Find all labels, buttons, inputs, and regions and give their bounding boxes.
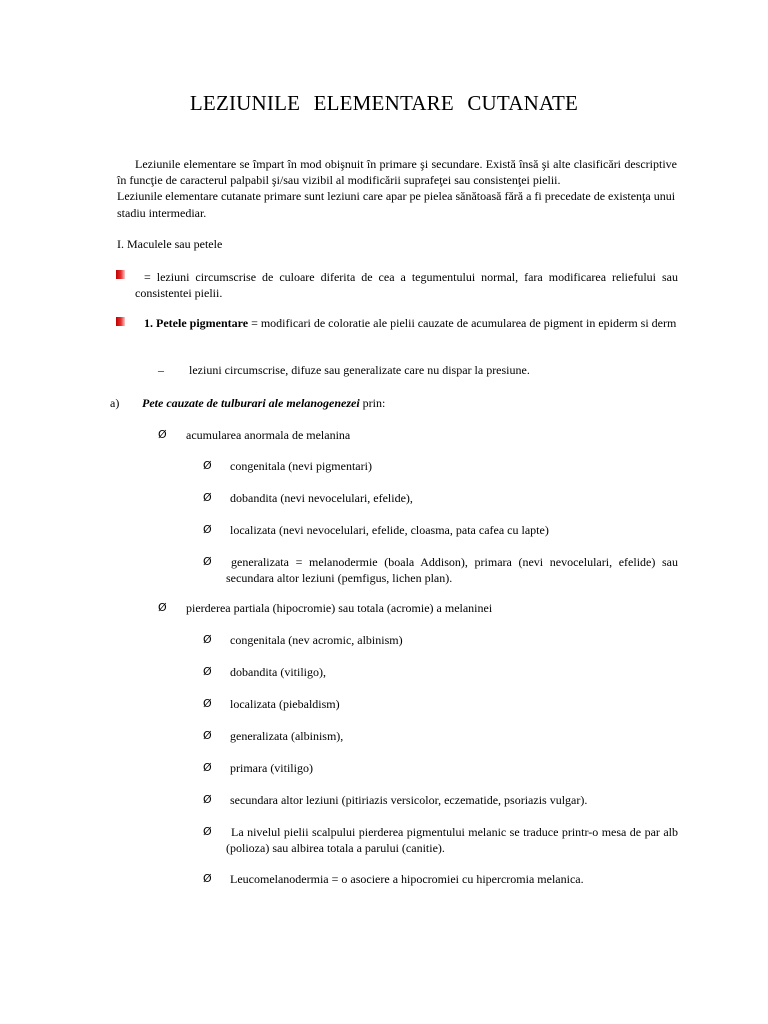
arrow-bullet-icon: Ø bbox=[203, 523, 212, 536]
item-a-suffix: prin: bbox=[359, 396, 386, 410]
arrow-bullet-icon: Ø bbox=[203, 697, 212, 710]
list-item: primara (vitiligo) bbox=[230, 761, 313, 775]
intro-paragraph-2-line-2: stadiu intermediar. bbox=[117, 206, 207, 220]
dash-text: leziuni circumscrise, difuze sau generalizate care nu dispar la presiune. bbox=[189, 363, 530, 377]
arrow-bullet-icon: Ø bbox=[203, 793, 212, 806]
list-item: Leucomelanodermia = o asociere a hipocromiei cu hipercromia melanica. bbox=[230, 872, 584, 886]
item-a-text bbox=[142, 395, 385, 411]
group2-heading: pierderea partiala (hipocromie) sau totala (acromie) a melaninei bbox=[186, 601, 493, 615]
arrow-bullet-icon: Ø bbox=[203, 761, 212, 774]
red-square-bullet-icon bbox=[116, 317, 125, 326]
bullet-pigment-spots bbox=[135, 315, 678, 331]
list-item: congenitala (nevi pigmentari) bbox=[230, 459, 372, 473]
list-item: localizata (piebaldism) bbox=[230, 697, 340, 711]
arrow-bullet-icon: Ø bbox=[203, 825, 212, 838]
red-square-bullet-icon bbox=[116, 270, 125, 279]
list-item: congenitala (nev acromic, albinism) bbox=[230, 633, 403, 647]
bullet-definition: = leziuni circumscrise de culoare diferita de cea a tegumentului normal, fara modificarea reliefului sau consistentei pielii. bbox=[135, 270, 678, 300]
arrow-bullet-icon: Ø bbox=[203, 555, 212, 568]
list-item: dobandita (vitiligo), bbox=[230, 665, 326, 679]
arrow-bullet-icon: Ø bbox=[203, 872, 212, 885]
pigment-spots-heading: 1. Petele pigmentare bbox=[144, 316, 249, 330]
list-item: La nivelul pielii scalpului pierderea pigmentului melanic se traduce printr-o mesa de par alb (polioza) sau albirea totala a parului (canitie). bbox=[226, 825, 678, 855]
arrow-bullet-icon: Ø bbox=[158, 428, 167, 441]
list-item: secundara altor leziuni (pitiriazis versicolor, eczematide, psoriazis vulgar). bbox=[230, 793, 588, 807]
list-item: generalizata = melanodermie (boala Addison), primara (nevi nevocelulari, efelide) sau secundara altor leziuni (pemfigus, lichen plan). bbox=[226, 555, 678, 585]
item-a-label: a) bbox=[110, 396, 120, 410]
list-item: dobandita (nevi nevocelulari, efelide), bbox=[230, 491, 413, 505]
arrow-bullet-icon: Ø bbox=[203, 459, 212, 472]
arrow-bullet-icon: Ø bbox=[203, 491, 212, 504]
list-item: localizata (nevi nevocelulari, efelide, cloasma, pata cafea cu lapte) bbox=[230, 523, 549, 537]
document-title: LEZIUNILE ELEMENTARE CUTANATE bbox=[189, 91, 579, 115]
section-heading: I. Maculele sau petele bbox=[117, 237, 223, 251]
group1-heading: acumularea anormala de melanina bbox=[186, 428, 351, 442]
dash-bullet: – bbox=[158, 363, 164, 377]
arrow-bullet-icon: Ø bbox=[203, 729, 212, 742]
arrow-bullet-icon: Ø bbox=[203, 665, 212, 678]
item-a-heading: Pete cauzate de tulburari ale melanogenezei bbox=[142, 396, 360, 410]
arrow-bullet-icon: Ø bbox=[203, 633, 212, 646]
intro-paragraph-2-line-1: Leziunile elementare cutanate primare sunt leziuni care apar pe pielea sănătoasă fără a fi precedate de existenţa unui bbox=[117, 189, 676, 203]
pigment-spots-definition: = modificari de coloratie ale pielii cauzate de acumularea de pigment in epiderm si derm bbox=[248, 316, 677, 330]
arrow-bullet-icon: Ø bbox=[158, 601, 167, 614]
list-item: generalizata (albinism), bbox=[230, 729, 344, 743]
intro-paragraph-1: Leziunile elementare se împart în mod obişnuit în primare şi secundare. Există însă şi alte clasificări descriptive în funcţie de caracterul palpabil şi/sau vizibil al modificării suprafeţei sau consistenţei pielii. bbox=[117, 157, 677, 187]
